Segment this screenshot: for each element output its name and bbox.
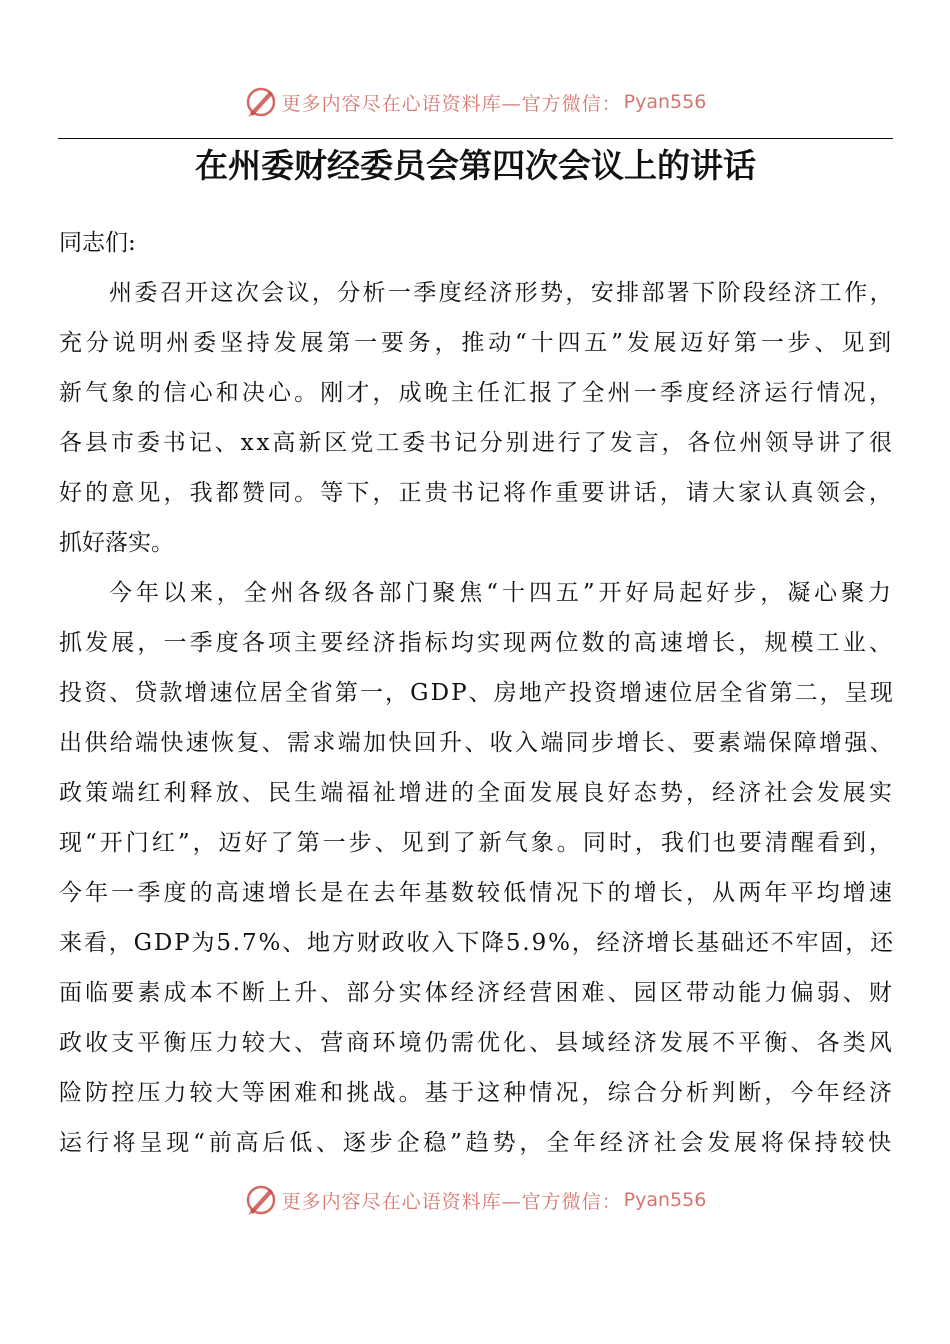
body-line: 新气象的信心和决心。刚才，成晚主任汇报了全州一季度经济运行情况， — [59, 380, 895, 406]
body-line: 充分说明州委坚持发展第一要务，推动“十四五”发展迈好第一步、见到 — [59, 330, 895, 356]
header-rule — [58, 138, 893, 139]
pen-logo-icon — [244, 1183, 278, 1217]
watermark-text: 更多内容尽在心语资料库—官方微信： — [281, 1190, 622, 1213]
body-line: 政收支平衡压力较大、营商环境仍需优化、县域经济发展不平衡、各类风 — [59, 1030, 895, 1056]
pen-logo-icon — [244, 85, 278, 119]
body-line: 投资、贷款增速位居全省第一，GDP、房地产投资增速位居全省第二，呈现 — [59, 680, 895, 706]
body-line: 今年一季度的高速增长是在去年基数较低情况下的增长，从两年平均增速 — [59, 880, 895, 906]
watermark-wechat-id: Pyan556 — [623, 91, 707, 113]
body-line: 州委召开这次会议，分析一季度经济形势，安排部署下阶段经济工作， — [109, 280, 895, 306]
footer-watermark — [0, 1180, 950, 1220]
body-line: 各县市委书记、xx高新区党工委书记分别进行了发言，各位州领导讲了很 — [59, 430, 895, 456]
body-line: 今年以来，全州各级各部门聚焦“十四五”开好局起好步，凝心聚力 — [109, 580, 895, 606]
watermark-wechat-id: Pyan556 — [623, 1189, 707, 1211]
body-line: 来看，GDP为5.7%、地方财政收入下降5.9%，经济增长基础还不牢固，还 — [59, 930, 895, 956]
body-line: 险防控压力较大等困难和挑战。基于这种情况，综合分析判断，今年经济 — [59, 1080, 895, 1106]
body-line: 政策端红利释放、民生端福祉增进的全面发展良好态势，经济社会发展实 — [59, 780, 895, 806]
salutation-line: 同志们: — [59, 230, 136, 256]
body-line: 好的意见，我都赞同。等下，正贵书记将作重要讲话，请大家认真领会， — [59, 480, 895, 506]
body-line: 出供给端快速恢复、需求端加快回升、收入端同步增长、要素端保障增强、 — [59, 730, 895, 756]
watermark-text: 更多内容尽在心语资料库—官方微信： — [281, 92, 622, 115]
body-line: 现“开门红”，迈好了第一步、见到了新气象。同时，我们也要清醒看到， — [59, 830, 895, 856]
body-line: 面临要素成本不断上升、部分实体经济经营困难、园区带动能力偏弱、财 — [59, 980, 895, 1006]
document-title: 在州委财经委员会第四次会议上的讲话 — [195, 146, 756, 185]
body-line: 抓好落实。 — [59, 530, 174, 556]
body-line: 抓发展，一季度各项主要经济指标均实现两位数的高速增长，规模工业、 — [59, 630, 895, 656]
body-line: 运行将呈现“前高后低、逐步企稳”趋势，全年经济社会发展将保持较快 — [59, 1130, 895, 1156]
header-watermark — [0, 82, 950, 122]
document-body — [59, 218, 895, 1168]
